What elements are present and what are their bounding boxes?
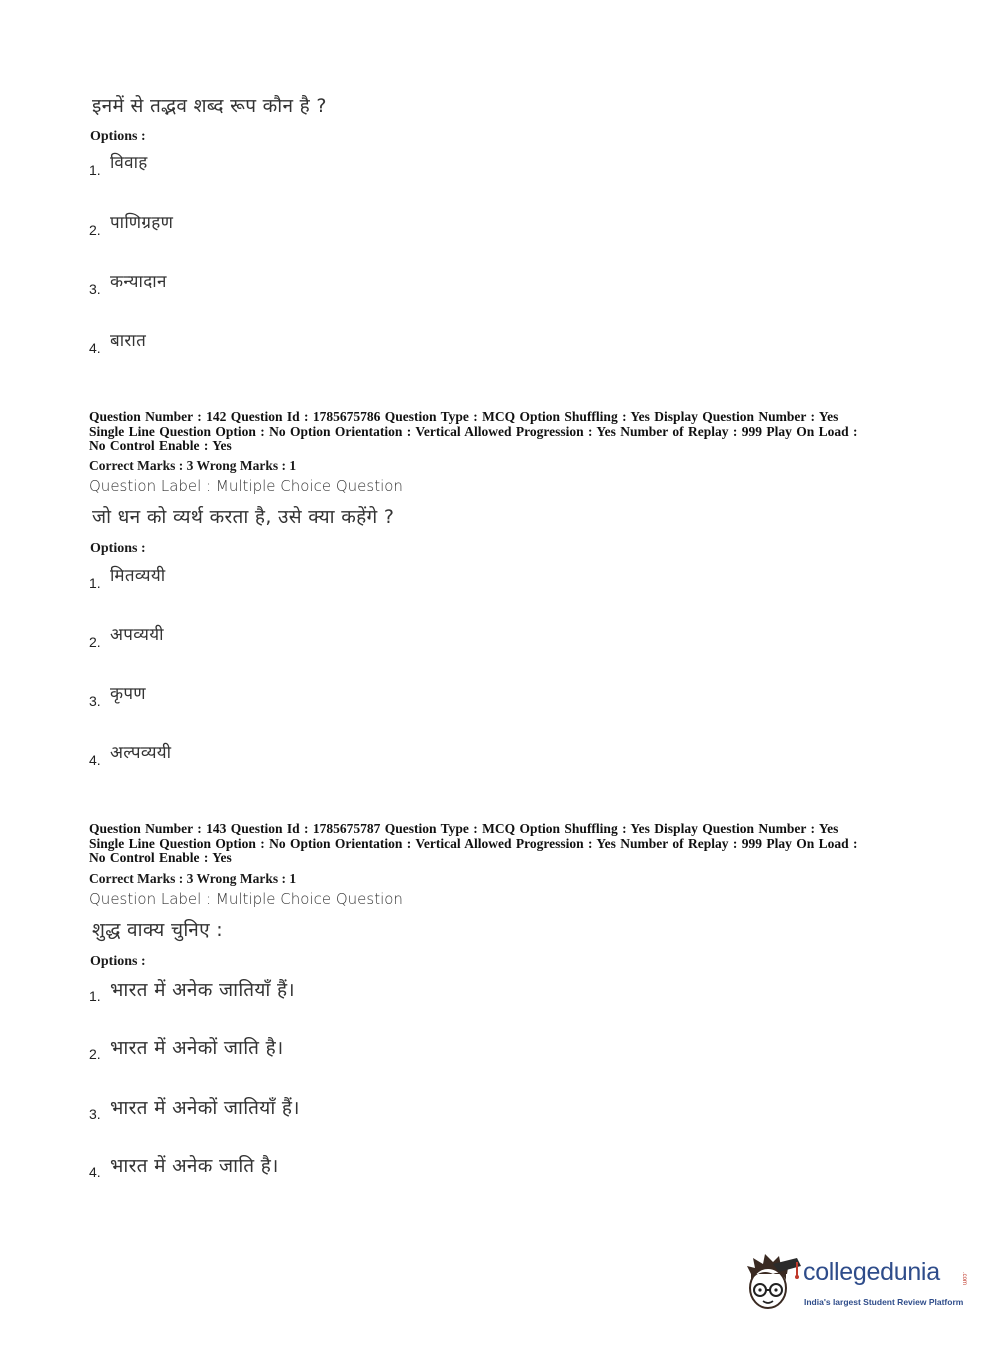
option-text: अल्पव्ययी <box>110 743 172 763</box>
option-number: 1. <box>89 162 101 178</box>
meta-line: Question Number : 142 Question Id : 1785675786 Question Type : MCQ Option Shuffling : Yes Display Question Number : Yes <box>89 409 839 424</box>
question-text: जो धन को व्यर्थ करता है, उसे क्या कहेंगे ? <box>92 506 395 528</box>
option-text: कन्यादान <box>110 272 167 292</box>
brand-tagline: India's largest Student Review Platform <box>804 1297 964 1307</box>
option-text: भारत में अनेकों जाति है। <box>110 1037 284 1059</box>
question-meta <box>89 410 919 454</box>
option-number: 2. <box>89 634 101 650</box>
option-text: पाणिग्रहण <box>110 213 174 233</box>
marks-info: Correct Marks : 3 Wrong Marks : 1 <box>89 458 297 473</box>
option-number: 4. <box>89 752 101 768</box>
option-number: 3. <box>89 281 101 297</box>
question-label: Question Label : Multiple Choice Question <box>89 890 403 908</box>
meta-line: Question Number : 143 Question Id : 1785675787 Question Type : MCQ Option Shuffling : Yes Display Question Number : Yes <box>89 821 839 836</box>
mascot-icon <box>743 1252 801 1312</box>
question-label: Question Label : Multiple Choice Question <box>89 477 403 495</box>
collegedunia-logo <box>743 1252 973 1316</box>
option-number: 2. <box>89 1046 101 1062</box>
question-text: इनमें से तद्भव शब्द रूप कौन है ? <box>92 95 327 117</box>
options-label: Options : <box>90 129 146 144</box>
option-text: अपव्ययी <box>110 625 164 645</box>
option-text: विवाह <box>110 153 148 173</box>
options-label: Options : <box>90 954 146 969</box>
question-text: शुद्ध वाक्य चुनिए : <box>92 919 223 941</box>
option-text: भारत में अनेकों जातियाँ हैं। <box>110 1097 300 1119</box>
option-number: 2. <box>89 222 101 238</box>
meta-line: No Control Enable : Yes <box>89 850 232 865</box>
options-label: Options : <box>90 541 146 556</box>
option-text: भारत में अनेक जाति है। <box>110 1155 279 1177</box>
option-text: कृपण <box>110 684 146 704</box>
option-number: 3. <box>89 693 101 709</box>
meta-line: Single Line Question Option : No Option Orientation : Vertical Allowed Progression : Yes Number of Replay : 999 Play On Load : <box>89 423 858 439</box>
option-text: बारात <box>110 331 147 351</box>
marks-info: Correct Marks : 3 Wrong Marks : 1 <box>89 871 297 886</box>
option-text: भारत में अनेक जातियाँ हैं। <box>110 979 295 1001</box>
option-number: 4. <box>89 1164 101 1180</box>
option-number: 1. <box>89 988 101 1004</box>
option-number: 3. <box>89 1106 101 1122</box>
question-meta <box>89 822 919 866</box>
option-number: 4. <box>89 340 101 356</box>
option-number: 1. <box>89 575 101 591</box>
meta-line: No Control Enable : Yes <box>89 438 232 453</box>
brand-domain: .com <box>961 1272 967 1286</box>
option-text: मितव्ययी <box>110 566 166 586</box>
meta-line: Single Line Question Option : No Option Orientation : Vertical Allowed Progression : Yes Number of Replay : 999 Play On Load : <box>89 835 858 851</box>
brand-name: collegedunia <box>803 1258 940 1286</box>
